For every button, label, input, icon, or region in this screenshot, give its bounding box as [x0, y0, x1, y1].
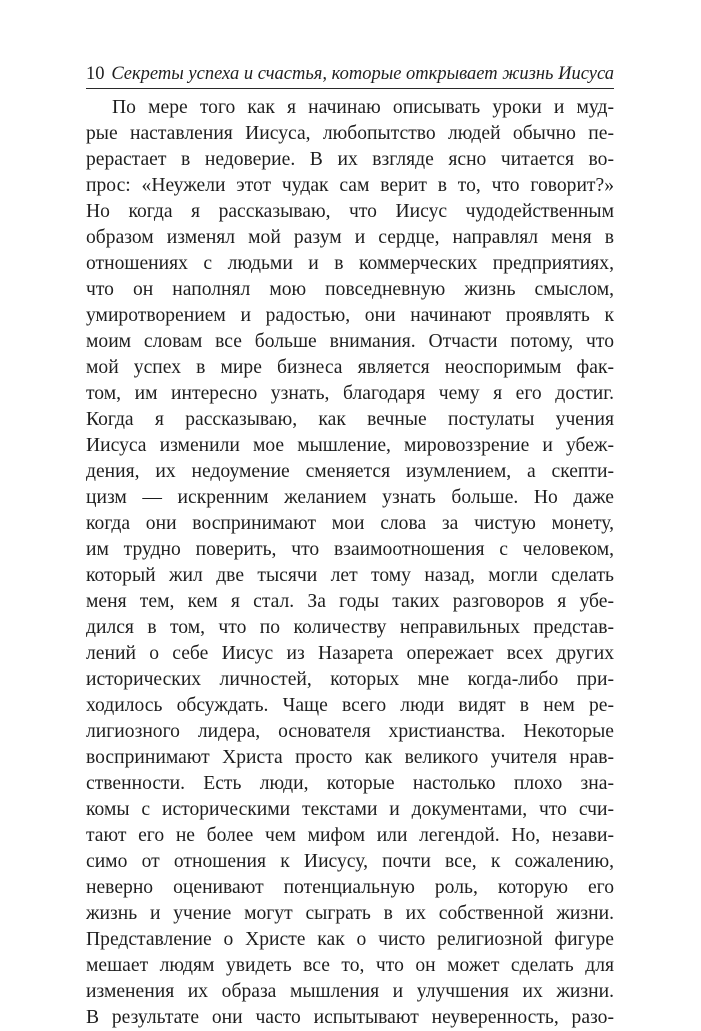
text-line: моим словам все больше внимания. Отчасти потому, что	[86, 331, 614, 352]
text-line: лигиозного лидера, основателя христианства. Некоторые	[86, 721, 614, 742]
text-line: что он наполнял мою повседневную жизнь смыслом,	[86, 279, 614, 300]
text-line: Иисуса изменили мое мышление, мировоззрение и убеж-	[86, 435, 614, 456]
text-line: мешает людям увидеть все то, что он может сделать для	[86, 955, 614, 976]
running-header	[86, 62, 614, 86]
text-line: изменения их образа мышления и улучшения их жизни.	[86, 981, 614, 1002]
text-line: дения, их недоумение сменяется изумлением, а скепти-	[86, 461, 614, 482]
text-line: воспринимают Христа просто как великого учителя нрав-	[86, 747, 614, 768]
header-rule	[86, 88, 614, 89]
text-line: Но когда я рассказываю, что Иисус чудодейственным	[86, 201, 614, 222]
text-line: неверно оценивают потенциальную роль, которую его	[86, 877, 614, 898]
text-line: рерастает в недоверие. В их взгляде ясно читается во-	[86, 149, 614, 170]
text-line: им трудно поверить, что взаимоотношения с человеком,	[86, 539, 614, 560]
body-paragraph	[86, 95, 614, 1031]
text-line: меня тем, кем я стал. За годы таких разговоров я убе-	[86, 591, 614, 612]
text-line: комы с историческими текстами и документами, что счи-	[86, 799, 614, 820]
text-line: умиротворением и радостью, они начинают проявлять к	[86, 305, 614, 326]
text-line: когда они воспринимают мои слова за чистую монету,	[86, 513, 614, 534]
text-line: По мере того как я начинаю описывать уроки и муд-	[112, 97, 614, 118]
text-line: В результате они часто испытывают неуверенность, разо-	[86, 1007, 614, 1028]
text-line: отношениях с людьми и в коммерческих предприятиях,	[86, 253, 614, 274]
text-line: прос: «Неужели этот чудак сам верит в то, что говорит?»	[86, 175, 614, 196]
text-line: Представление о Христе как о чисто религиозной фигуре	[86, 929, 614, 950]
text-line: лений о себе Иисус из Назарета опережает всех других	[86, 643, 614, 664]
text-line: рые наставления Иисуса, любопытство людей обычно пе-	[86, 123, 614, 144]
text-line: образом изменял мой разум и сердце, направлял меня в	[86, 227, 614, 248]
text-line: ходилось обсуждать. Чаще всего люди видят в нем ре-	[86, 695, 614, 716]
page-number: 10	[86, 64, 105, 84]
text-line: жизнь и учение могут сыграть в их собственной жизни.	[86, 903, 614, 924]
text-line: исторических личностей, которых мне когда-либо при-	[86, 669, 614, 690]
text-line: Когда я рассказываю, как вечные постулаты учения	[86, 409, 614, 430]
text-line: который жил две тысячи лет тому назад, могли сделать	[86, 565, 614, 586]
text-line: симо от отношения к Иисусу, почти все, к сожалению,	[86, 851, 614, 872]
running-title: Секреты успеха и счастья, которые открывает жизнь Иисуса	[111, 64, 614, 84]
text-line: дился в том, что по количеству неправильных представ-	[86, 617, 614, 638]
text-line: мой успех в мире бизнеса является неоспоримым фак-	[86, 357, 614, 378]
text-line: ственности. Есть люди, которые настолько плохо зна-	[86, 773, 614, 794]
text-line: цизм — искренним желанием узнать больше. Но даже	[86, 487, 614, 508]
text-line: том, им интересно узнать, благодаря чему я его достиг.	[86, 383, 614, 404]
text-line: тают его не более чем мифом или легендой. Но, незави-	[86, 825, 614, 846]
